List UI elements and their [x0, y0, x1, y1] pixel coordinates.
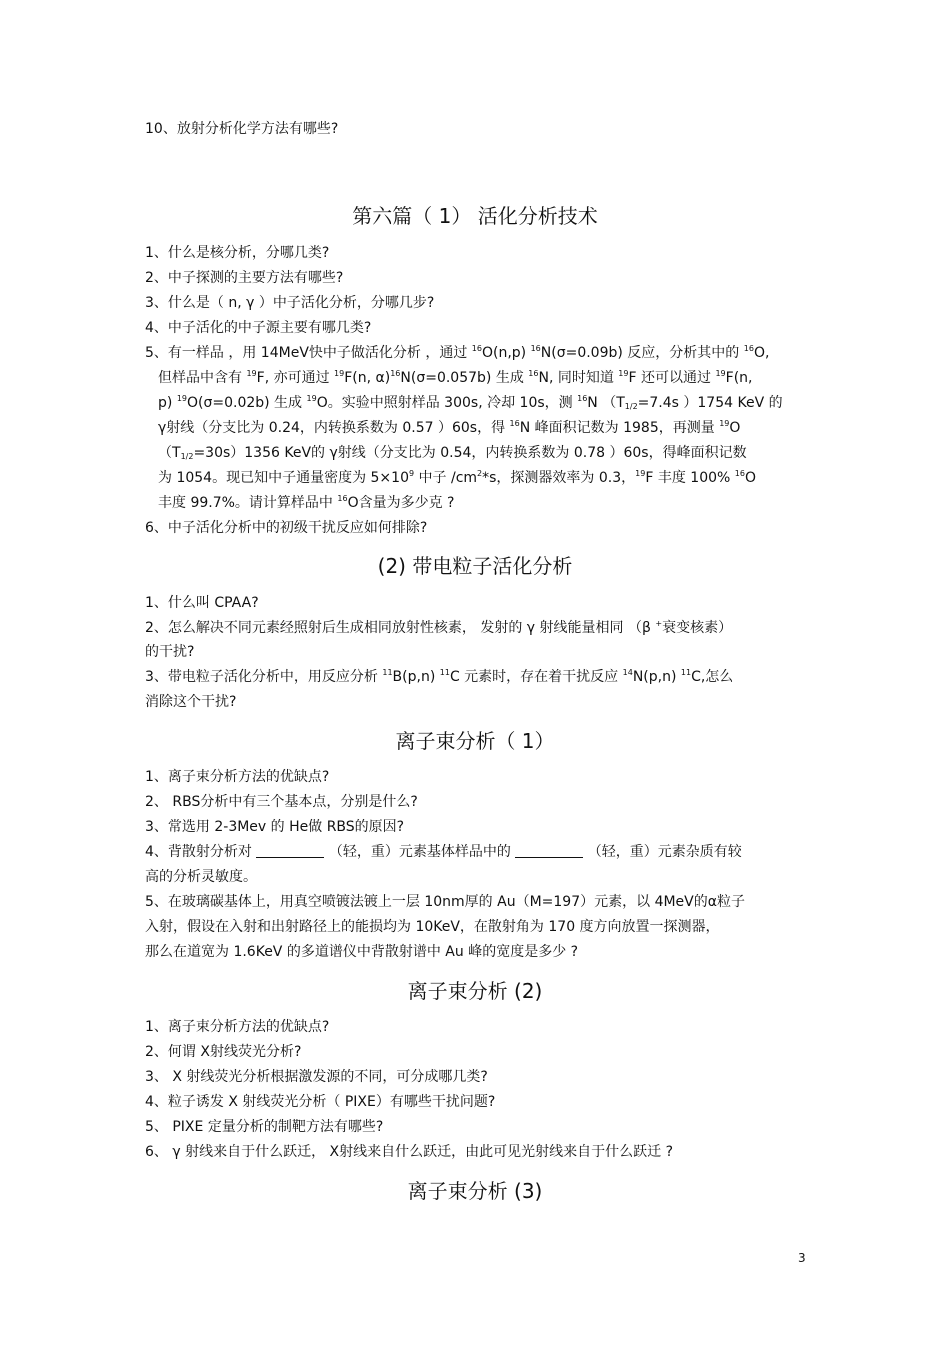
s3-question-5-line-2: 入射，假设在入射和出射路径上的能损均为 10KeV，在散射角为 170 度方向放置一探测器，	[145, 919, 720, 935]
s1-question-3: 3、什么是（ n, γ ）中子活化分析，分哪几步?	[145, 295, 435, 311]
s1-question-5-line-5: $(T_{1/2}=30s)1356$ KeV的 γ射线（分支比为 0.54，内转换系数为 0.78 ）60s，得峰面积记数	[158, 445, 747, 461]
s1-question-2: 2、中子探测的主要方法有哪些?	[145, 270, 344, 286]
s1-question-4: 4、中子活化的中子源主要有哪几类?	[145, 320, 372, 336]
s1-question-5-line-6: 为 1054。现已知中子通量密度为 $5\times 10^9$ 中子 $/cm^2*s$，探测器效率为 0.3，$^{19}$F 丰度 100% $^{16}$O	[158, 469, 756, 486]
page-number: 3	[798, 1251, 806, 1265]
section-title-activation-analysis: 第六篇（ 1） 活化分析技术	[352, 204, 598, 228]
s3-question-5-line-1: 5、在玻璃碳基体上，用真空喷镀法镀上一层 10nm厚的 Au（M=197）元素，以 4MeV的α粒子	[145, 894, 745, 910]
s2-question-2-line-2: 的干扰?	[145, 644, 195, 660]
s1-question-5-line-2: 但样品中含有 $^{19}$F, 亦可通过 $^{19}$F(n, α)$^{16}$N(σ=0.057b) 生成 $^{16}$N, 同时知道 $^{19}$F 还可以通过 $^{19}$F(n,	[158, 369, 753, 386]
s4-question-1: 1、离子束分析方法的优缺点?	[145, 1019, 330, 1035]
section-title-ion-beam-1: 离子束分析（ 1）	[395, 729, 555, 753]
section-title-ion-beam-3: 离子束分析 (3)	[407, 1179, 543, 1203]
question-10: 10、放射分析化学方法有哪些?	[145, 121, 339, 137]
s4-question-6: 6、 γ 射线来自于什么跃迁， X射线来自什么跃迁，由此可见光射线来自于什么跃迁 ?	[145, 1144, 674, 1160]
s2-question-2-line-1: 2、怎么解决不同元素经照射后生成相同放射性核素， 发射的 γ 射线能量相同 （β +衰变核素）	[145, 619, 733, 636]
s3-question-4-line-1: 4、背散射分析对 （轻，重）元素基体样品中的 （轻，重）元素杂质有较	[145, 844, 742, 860]
section-title-ion-beam-2: 离子束分析 (2)	[407, 979, 543, 1003]
s4-question-5: 5、 PIXE 定量分析的制靶方法有哪些?	[145, 1119, 384, 1135]
s1-question-5-line-7: 丰度 99.7%。请计算样品中 $^{16}$O含量为多少克 ?	[158, 494, 455, 511]
s1-question-5-line-1: 5、有一样品 ，用 14MeV快中子做活化分析 ，通过 $^{16}$O(n,p) $^{16}$N(σ=0.09b) 反应，分析其中的 $^{16}$O,	[145, 344, 770, 361]
s4-question-3: 3、 X 射线荧光分析根据激发源的不同，可分成哪几类?	[145, 1069, 488, 1085]
s1-question-5-line-3: p) $^{19}$O(σ=0.02b) 生成 $^{19}$O。实验中照射样品 300s, 冷却 10s，测 $^{16}$N （$T_{1/2}=7.4s$ ）1754 KeV 的	[158, 394, 783, 411]
s4-question-2: 2、何谓 X射线荧光分析?	[145, 1044, 302, 1060]
fill-blank-1[interactable]	[256, 843, 324, 858]
s3-question-5-line-3: 那么在道宽为 1.6KeV 的多道谱仪中背散射谱中 Au 峰的宽度是多少 ?	[145, 944, 579, 960]
s2-question-1: 1、什么叫 CPAA?	[145, 595, 259, 611]
s1-question-6: 6、中子活化分析中的初级干扰反应如何排除?	[145, 520, 428, 536]
s2-question-3-line-1: 3、带电粒子活化分析中，用反应分析 $^{11}$B(p,n) $^{11}$C 元素时，存在着干扰反应 $^{14}$N(p,n) $^{11}$C,怎么	[145, 668, 734, 685]
s3-question-1: 1、离子束分析方法的优缺点?	[145, 769, 330, 785]
fill-blank-2[interactable]	[515, 843, 583, 858]
s1-question-1: 1、什么是核分析，分哪几类?	[145, 245, 330, 261]
s2-question-3-line-2: 消除这个干扰?	[145, 694, 237, 710]
section-title-charged-particle: (2) 带电粒子活化分析	[377, 554, 573, 578]
s3-question-2: 2、 RBS分析中有三个基本点，分别是什么?	[145, 794, 418, 810]
s3-question-4-line-2: 高的分析灵敏度。	[145, 869, 257, 885]
s3-question-3: 3、常选用 2-3Mev 的 He做 RBS的原因?	[145, 819, 405, 835]
s4-question-4: 4、粒子诱发 X 射线荧光分析（ PIXE）有哪些干扰问题?	[145, 1094, 496, 1110]
s1-question-5-line-4: γ射线（分支比为 0.24，内转换系数为 0.57 ）60s，得 $^{16}$N 峰面积记数为 1985，再测量 $^{19}$O	[158, 419, 741, 436]
